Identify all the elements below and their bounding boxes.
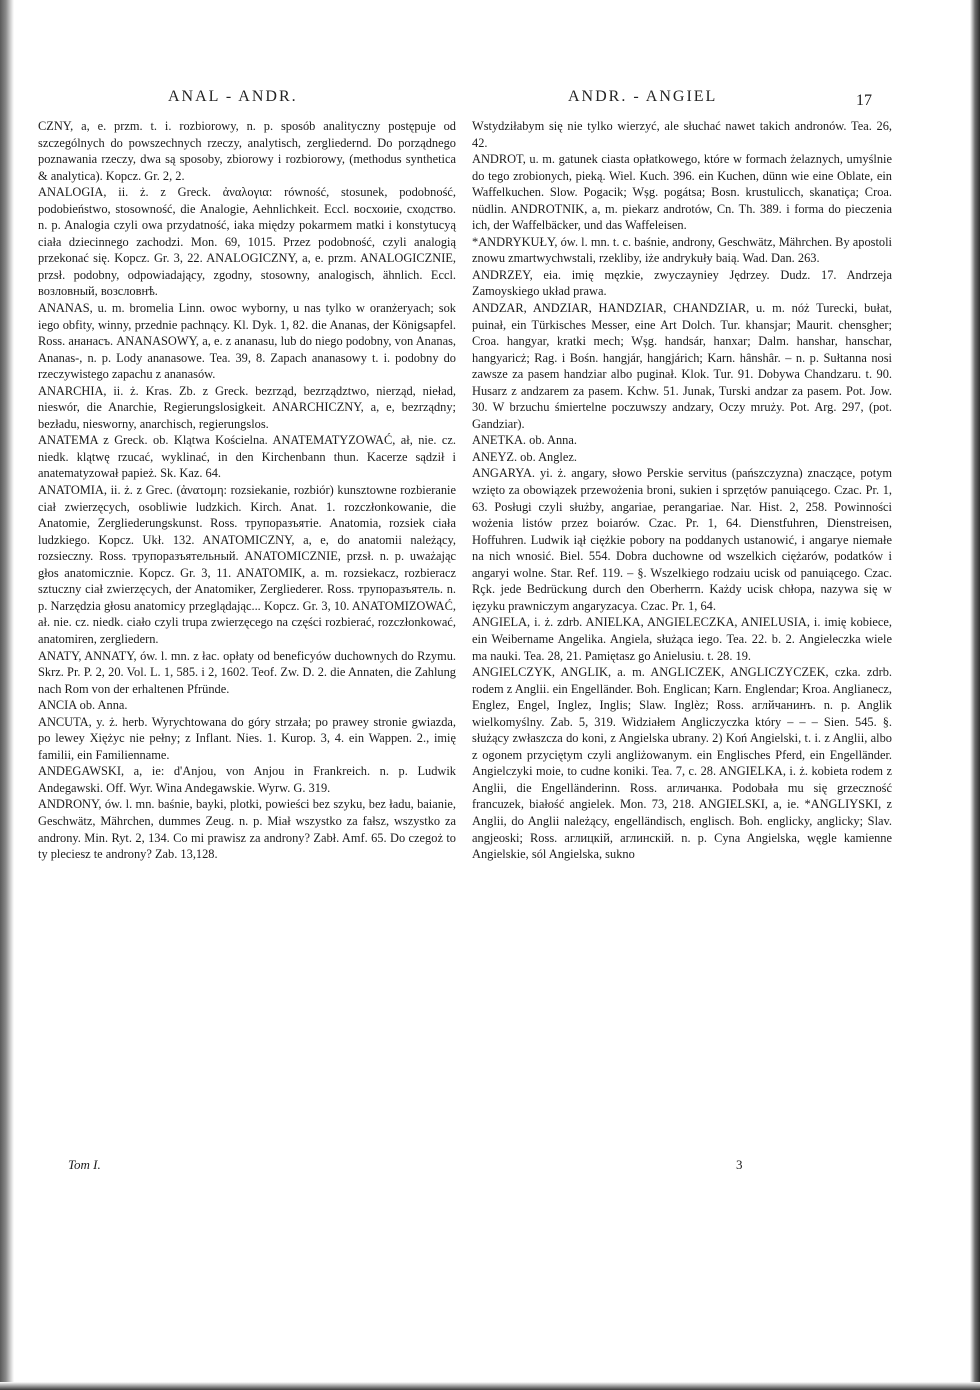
right-column: [472, 118, 892, 863]
volume-signature: Tom I.: [68, 1157, 101, 1172]
page-edge-right: [970, 0, 980, 1390]
dictionary-entry: ANANAS, u. m. bromelia Linn. owoc wyborny, u nas tylko w oranżeryach; sok iego obfity, winny, przednie pachnący. Kl. Dyk. 1, 82. die Ananas, der Königsapfel. Ross. ананасъ. ANANASOWY, a, e. z ananasu, lub do niego podobny, von Ananas, Ananas-, n. p. Lody ananasowe. Tea. 39, 8. Zapach ananasowy t. i. podobny do rzeczywistego zapachu z ananasów.: [38, 301, 456, 382]
running-head-left: ANAL - ANDR.: [168, 88, 298, 105]
dictionary-entry: ANEYZ. ob. Anglez.: [472, 449, 577, 464]
dictionary-entry: ANDROT, u. m. gatunek ciasta opłatkowego, które w formach żelaznych, umyślnie do tego zrobionych, pieką. Wiel. Kuch. 396. ein Kuchen, dünn wie eine Oblate, ein Waffelkuchen. Slow. Pogacik; Wșg. pogátsa; Bosn. krustulicch, skanatiça; Croa. nüdlin. ANDROTNIK, a, m. piekarz androtów, Cn. Th. 389. i forma do pieczenia ich, der Waffelbäcker, und das Waffeleisen.: [472, 152, 892, 233]
dictionary-entry: ANGIELCZYK, ANGLIK, a. m. ANGLICZEK, ANGLICZYCZEK, czka. zdrb. rodem z Anglii. ein Engelländer. Boh. Englican; Karn. Englendar; Kroa. Anglianecz, Englez, Engel, Inglez, Inglis; Slaw. Inglèz; Ross. аглйчанинъ. n. p. Anglik wielkomyślny. Zab. 5, 319. Widziałem Angliczyczka który – – – Sien. 545. §. służący zwłaszcza do koni, z Angielska ubrany. 2) Koń Angielski, t. i. z Anglii, albo z ogonem przyciętym czyli angliżowanym. ein Englisches Pferd, ein Engelländer. Angielczyki moie, to cudne koniki. Tea. 7, c. 28. ANGIELKA, i. ż. kobieta rodem z Anglii, die Engelländerinn. Ross. агличанка. Podobała mu się grzeczność francuzek, białość angielek. Mon. 73, 218. ANGIELSKI, a, ie. *ANGLIYSKI, z Anglii, do Anglii należący, engelländisch, englisch. Boh. englicky, anglicky; Slav. angjeoski; Ross. аглицкій, аглинскій. n. p. Cyna Angielska, węgle kamienne Angielskie, sól Angielska, sukno: [472, 665, 892, 862]
dictionary-entry: ANDRONY, ów. l. mn. baśnie, bayki, plotki, powieści bez szyku, bez ładu, baianie, Geschwätz, Mährchen, dummes Zeug. n. p. Miał wszystko za fałsz, wszystko za androny. Min. Ryt. 2, 134. Co mi prawisz za androny? Zabł. Amf. 65. Do czegoż to ty pleciesz te androny? Zab. 13,128.: [38, 797, 456, 862]
dictionary-entry: CZNY, a, e. przm. t. i. rozbiorowy, n. p. sposób analityczny postępuje od szczególnych do powszechnych rzeczy, analytisch, zergliedernd. Do porządnego poznawania rzeczy, dwa są sposoby, zbiorowy i rozbiorowy, (methodus synthetica & analytica). Kopcz. Gr. 2, 2.: [38, 119, 456, 183]
left-column: [38, 118, 456, 863]
dictionary-entry: ANDZAR, ANDZIAR, HANDZIAR, CHANDZIAR, u. m. nóż Turecki, bułat, puinał, ein Türkisches Messer, eine Art Dolch. Tur. khansjar; Maurit. chensgher; Croa. hangyar, kratki mech; Wșg. handsár, hanxar; Dalm. hanshar, hanschar, hangyaricż; Rag. i Bośn. hangjár, hangjárich; Karn. hânshâr. – n. p. Sułtanna nosi zawsze za pasem handziar albo puginał. Klok. Tur. 91. Dobywa Chandzaru. t. 90. Husarz z andzarem za pasem. Kchw. 51. Junak, Turski andzar za pasem. Pot. Jow. 30. W brzuchu śmiertelne poczuwszy andzary, Oczy mruży. Pot. Arg. 297, (pot. Gandziar).: [472, 301, 892, 431]
dictionary-entry: ANDRZEY, eia. imię męzkie, zwyczayniey Jędrzey. Dudz. 17. Andrzeja Zamoyskiego układ prawa.: [472, 267, 892, 299]
dictionary-entry: ANETKA. ob. Anna.: [472, 433, 577, 448]
dictionary-entry: ANGARYA. yi. ż. angary, słowo Perskie servitus (pańszczyzna) znaczące, potym wzięto za obowiązek przewożenia broni, sukien i sprzętów panuiącego. Czac. Pr. 1, 63. Posługi czyli służby, angariae, perangariae. Nar. Hist. 2, 258. Powinności wożenia listów przez boiarów. Czac. Pr. 1, 64. Dienstfuhren, Dienstreisen, Hoffuhren. Ludwik iął ciężkie pobory na poddanych ustanowić, i angarye niemałe na nich wnosić. Biel. 554. Dobra duchowne od wszelkich ciężarów, podatków i angaryi wolne. Star. Ref. 119. – §. Wszelkiego rodzaiu ucisk od panuiącego. Czac. Rçk. jede Bedrückung durch den Oberherrn. Każdy ucisk chłopa, nazywa się w ięzyku prawniczym angaryzacya. Czac. Pr. 1, 64.: [472, 466, 892, 613]
dictionary-entry: ANATY, ANNATY, ów. l. mn. z łac. opłaty od beneficyów duchownych do Rzymu. Skrz. Pr. P. 2, 20. Vol. L. 1, 585. i 2, 1602. Teof. Zw. D. 2. die Annaten, die Zahlung nach Rom von der erhaltenen Pfründe.: [38, 648, 456, 696]
dictionary-entry: ANGIELA, i. ż. zdrb. ANIELKA, ANGIELECZKA, ANIELUSIA, i. imię kobiece, ein Weibername Angelika. Angiela, służąca iego. Tea. 22. b. 2. Angieleczka wiele ma nauki. Tea. 28, 21. Pamiętasz go Anielusiu. t. 28. 19.: [472, 615, 892, 663]
dictionary-entry: ANCUTA, y. ż. herb. Wyrychtowana do góry strzała; po prawey stronie gwiazda, po lewey Xiężyc nie pełny; z Inflant. Nies. 1. Kurop. 3, 4. ein Wappen. 2., imię familii, ein Familienname.: [38, 714, 456, 762]
dictionary-entry: ANATOMIA, ii. ż. z Grec. (ἀνατομη: rozsiekanie, rozbiór) kunsztowne rozbieranie ciał zwierzęcych, osobliwie ludzkich. Kirch. Anat. 1. rozczłonkowanie, die Anatomie, Zergliederungskunst. Ross. трупоразъятіе. Anatomia, rozsiek ciała ludzkiego. Kopcz. Ukł. 132. ANATOMICZNY, a, e, do anatomii należący, rozsieczny. Ross. трупоразъятельный. ANATOMICZNIE, przsł. n. p. uważając głos anatomicznie. Kopcz. Gr. 3, 11. ANATOMIK, a. m. rozsiekacz, rozbieracz sztuczny ciał zwierzęcych, der Anatomiker, Zergliederer. Ross. трупоразъятель. n. p. Narzędzia głosu anatomicy przeglądając... Kopcz. Gr. 3, 10. ANATOMIZOWAĆ, ał. nie. cz. niedk. ciało czyli trupa zwierzęcego na części rozbierać, rozczłonkować, anatomiren, zergliedern.: [38, 483, 456, 646]
running-head-right: ANDR. - ANGIEL: [568, 88, 718, 105]
page-edge-bottom: [0, 1382, 980, 1390]
dictionary-entry: ANARCHIA, ii. ż. Kras. Zb. z Greck. bezrząd, bezrządztwo, nierząd, nieład, nieswór, die Anarchie, Regierungslosigkeit. ANARCHICZNY, a, e, bezrządny; bezładu, niesworny, anarchisch, regierungslos.: [38, 383, 456, 431]
dictionary-entry: ANCIA ob. Anna.: [38, 698, 128, 713]
gathering-signature: 3: [736, 1157, 743, 1172]
page-number: 17: [856, 92, 872, 109]
dictionary-entry: *ANDRYKUŁY, ów. l. mn. t. c. baśnie, androny, Geschwätz, Mährchen. By apostoli znowu zmartwychwstali, rzekliby, iże andrykuły baią. Wad. Dan. 263.: [472, 234, 892, 266]
dictionary-entry: ANDEGAWSKI, a, ie: d'Anjou, von Anjou in Frankreich. n. p. Ludwik Andegawski. Off. Wyr. Wina Andegawskie. Wyrw. G. 319.: [38, 764, 456, 795]
dictionary-entry: ANALOGIA, ii. ż. z Greck. ἀναλογια: równość, stosunek, podobność, podobieństwo, stosowność, die Analogie, Aehnlichkeit. Eccl. восхоиіе, сходство. n. p. Analogia czyli owa przydatność, iaka między pokarmem matki i konstytucyą ciała dziecinnego zachodzi. Mon. 69, 1015. Przez podobność, czyli analogią przekonać się. Kopcz. Gr. 3, 22. ANALOGICZNY, a, e. przm. ANALOGICZNIE, przsł. podobny, odpowiadający, zgodny, stosowny, analogisch, ähnlich. Eccl. возловный, возсловнѣ.: [38, 185, 456, 299]
dictionary-entry: ANATEMA z Greck. ob. Klątwa Kościelna. ANATEMATYZOWAĆ, ał, nie. cz. niedk. klątwę rzucać, wyklinać, in den Kirchenbann thun. Kacerze sądził i anatematyzował papież. Sk. Kaz. 64.: [38, 433, 456, 481]
page-edge-left: [0, 0, 14, 1390]
dictionary-entry: Wstydziłabym się nie tylko wierzyć, ale słuchać nawet takich andronów. Tea. 26, 42.: [472, 119, 892, 150]
